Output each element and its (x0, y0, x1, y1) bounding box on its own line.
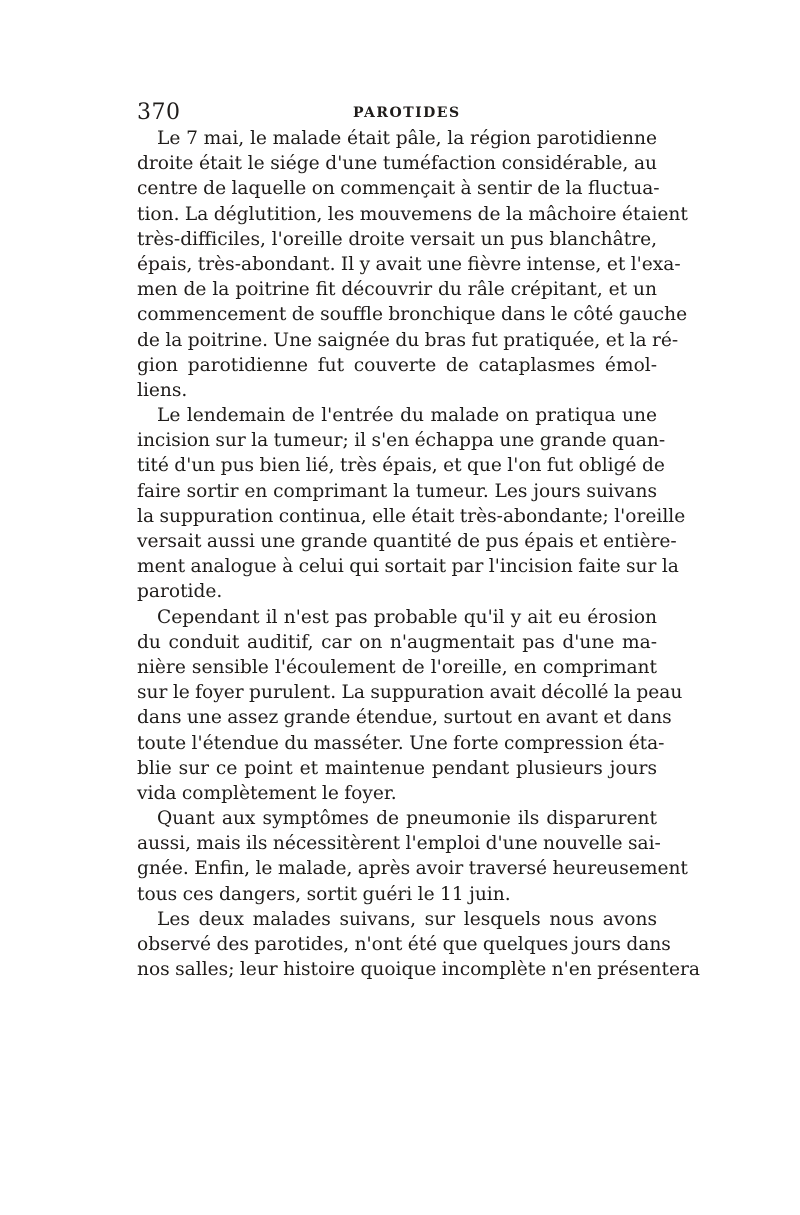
text-line: tion. La déglutition, les mouvemens de la mâchoire étaient (137, 203, 688, 225)
text-line: centre de laquelle on commençait à sentir de la fluctua- (137, 178, 660, 200)
text-line: liens. (137, 379, 188, 401)
text-line: tité d'un pus bien lié, très épais, et que l'on fut obligé de (137, 455, 665, 477)
text-line: Cependant il n'est pas probable qu'il y ait eu érosion (157, 606, 657, 628)
text-line: aussi, mais ils nécessitèrent l'emploi d'une nouvelle sai- (137, 833, 661, 855)
body-text (137, 126, 700, 982)
text-line: du conduit auditif, car on n'augmentait pas d'une ma- (137, 631, 657, 653)
text-line: Le 7 mai, le malade était pâle, la région parotidienne (157, 128, 657, 149)
paragraph (137, 806, 688, 907)
paragraph (137, 126, 688, 403)
text-line: blie sur ce point et maintenue pendant plusieurs jours (137, 757, 657, 779)
text-line: incision sur la tumeur; il s'en échappa une grande quan- (137, 430, 666, 452)
text-line: commencement de souffle bronchique dans le côté gauche (137, 304, 688, 326)
text-line: droite était le siége d'une tuméfaction considérable, au (137, 153, 657, 175)
text-line: épais, très-abondant. Il y avait une fièvre intense, et l'exa- (137, 253, 681, 275)
page-header (137, 100, 657, 126)
text-line: très-difficiles, l'oreille droite versait un pus blanchâtre, (137, 228, 657, 250)
text-line: vida complètement le foyer. (137, 782, 397, 804)
text-line: toute l'étendue du masséter. Une forte compression éta- (137, 732, 665, 754)
paragraph (137, 605, 683, 807)
text-line: sur le foyer purulent. La suppuration avait décollé la peau (137, 682, 683, 704)
text-line: versait aussi une grande quantité de pus épais et entière- (137, 531, 677, 552)
text-line: nière sensible l'écoulement de l'oreille, en comprimant (137, 656, 657, 678)
text-line: parotide. (137, 581, 223, 603)
text-line: la suppuration continua, elle était très-abondante; l'oreille (137, 505, 686, 527)
text-line: tous ces dangers, sortit guéri le 11 juin. (137, 883, 511, 905)
text-line: men de la poitrine fit découvrir du râle crépitant, et un (137, 279, 657, 301)
text-line: gion parotidienne fut couverte de cataplasmes émol- (137, 354, 657, 376)
text-line: Les deux malades suivans, sur lesquels nous avons (157, 908, 657, 930)
text-line: ment analogue à celui qui sortait par l'incision faite sur la (137, 556, 679, 578)
text-line: gnée. Enfin, le malade, après avoir traversé heureusement (137, 858, 688, 880)
text-line: observé des parotides, n'ont été que quelques jours dans (137, 934, 671, 955)
page-number: 370 (137, 100, 181, 125)
text-line: de la poitrine. Une saignée du bras fut pratiquée, et la ré- (137, 329, 679, 351)
paragraph (137, 907, 700, 983)
paragraph (137, 403, 686, 605)
text-line: Le lendemain de l'entrée du malade on pratiqua une (157, 405, 657, 427)
running-title: PAROTIDES (353, 105, 461, 121)
text-line: nos salles; leur histoire quoique incomplète n'en présentera (137, 959, 700, 981)
text-line: dans une assez grande étendue, surtout en avant et dans (137, 707, 672, 729)
text-line: faire sortir en comprimant la tumeur. Les jours suivans (137, 480, 657, 502)
text-line: Quant aux symptômes de pneumonie ils disparurent (157, 808, 657, 830)
